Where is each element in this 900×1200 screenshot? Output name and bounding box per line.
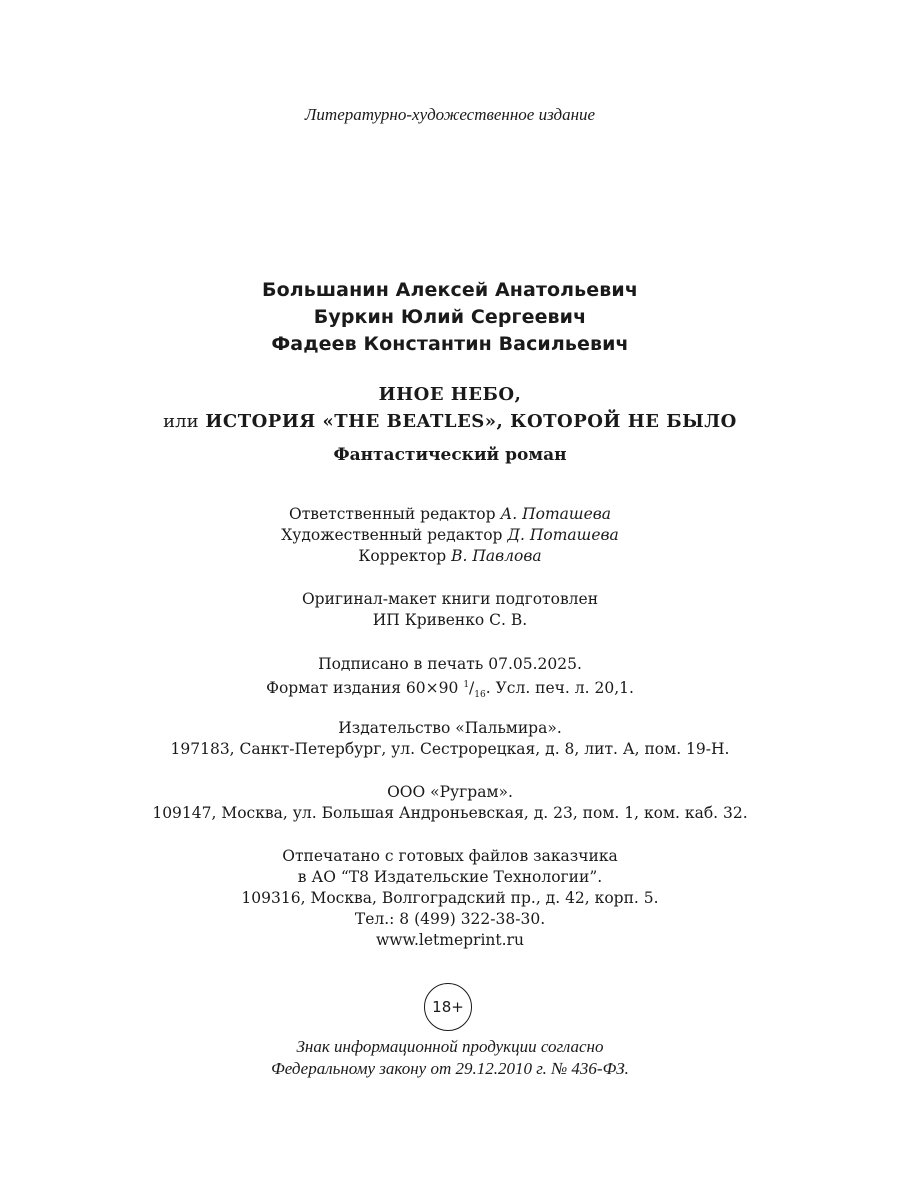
printer-line-1: Отпечатано с готовых файлов заказчика [282,847,618,865]
publisher-address: 197183, Санкт-Петербург, ул. Сестрорецкая, д. 8, лит. А, пом. 19-Н. [170,740,730,758]
author-1: Большанин Алексей Анатольевич [262,279,638,301]
title-main: ИСТОРИЯ «THE BEATLES», КОТОРОЙ НЕ БЫЛО [205,411,737,432]
format-line [0,675,900,706]
publisher-block [0,718,900,760]
editor-role: Ответственный редактор [288,505,496,523]
printer-line-2: в АО “Т8 Издательские Технологии”. [297,868,603,886]
editors-block [0,504,900,567]
distributor-block [0,782,900,824]
title-prefix: или [163,411,199,432]
format-fraction-denominator: 16 [474,690,486,700]
author-2: Буркин Юлий Сергеевич [313,306,587,328]
editor-name: Д. Поташева [507,526,619,544]
subtitle-text: Фантастический роман [333,445,567,465]
printer-phone: Тел.: 8 (499) 322-38-30. [354,910,546,928]
book-subtitle [0,442,900,468]
layout-credit [0,589,900,631]
age-note-line-1: Знак информационной продукции согласно [296,1037,604,1056]
book-title [0,381,900,435]
format-prefix: Формат издания 60×90 [266,679,459,697]
editor-line [0,504,900,525]
format-fraction-separator: / [469,679,475,697]
format-fraction-numerator: 1 [463,680,470,690]
signed-date: Подписано в печать 07.05.2025. [318,655,582,673]
editor-role: Корректор [358,547,447,565]
format-suffix: . Усл. печ. л. 20,1. [485,679,634,697]
publisher-name: Издательство «Пальмира». [338,719,562,737]
age-rating-text: 18+ [432,998,464,1016]
layout-line-1: Оригинал-макет книги подготовлен [301,590,599,608]
title-line-2 [0,408,900,435]
author-3: Фадеев Константин Васильевич [271,333,629,355]
authors-block [0,277,900,358]
distributor-name: ООО «Руграм». [387,783,513,801]
editor-line [0,525,900,546]
distributor-address: 109147, Москва, ул. Большая Андроньевская, д. 23, пом. 1, ком. каб. 32. [152,804,748,822]
editor-role: Художественный редактор [281,526,503,544]
printer-website: www.letmeprint.ru [376,931,524,949]
editor-line [0,546,900,567]
edition-genre-text: Литературно-художественное издание [304,105,596,124]
editor-name: В. Павлова [451,547,542,565]
edition-genre [0,104,900,126]
title-line-1: ИНОЕ НЕБО, [378,384,522,405]
layout-line-2: ИП Кривенко С. В. [372,611,528,629]
print-info [0,654,900,706]
age-note-line-2: Федеральному закону от 29.12.2010 г. № 436-ФЗ. [271,1059,629,1078]
printer-address: 109316, Москва, Волгоградский пр., д. 42, корп. 5. [241,889,659,907]
printer-block [0,846,900,951]
editor-name: А. Поташева [500,505,611,523]
age-rating-badge [424,983,472,1031]
age-rating-note [0,1036,900,1080]
